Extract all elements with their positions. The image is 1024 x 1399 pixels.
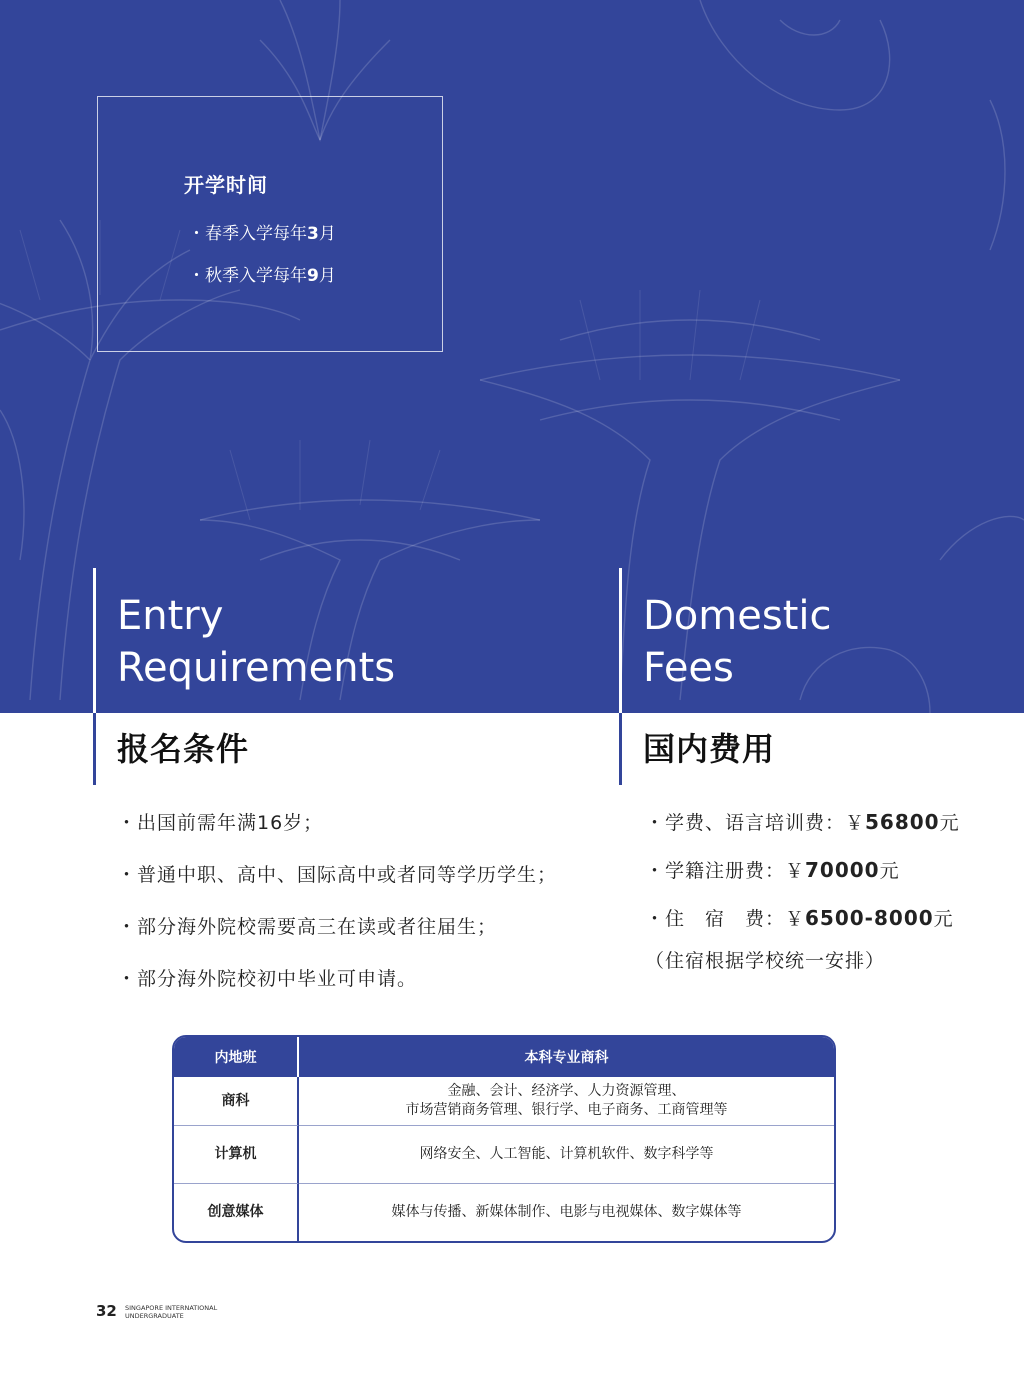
majors-line: 网络安全、人工智能、计算机软件、数字科学等 (419, 1146, 714, 1162)
fees-divider-top (619, 568, 622, 713)
fees-heading-cn: 国内费用 (643, 730, 776, 768)
autumn-intake-prefix: ・秋季入学每年 (188, 266, 307, 286)
fee-tuition-label: ・学费、语言培训费：￥ (645, 812, 866, 834)
spring-intake-month: 3 (307, 224, 319, 244)
majors-table (172, 1035, 836, 1243)
table-row (174, 1183, 834, 1241)
table-row (174, 1077, 834, 1125)
autumn-intake (188, 261, 336, 286)
table-cell-category: 创意媒体 (174, 1183, 299, 1241)
table-header-majors: 本科专业商科 (299, 1037, 834, 1077)
entry-item: ・部分海外院校需要高三在读或者往届生； (117, 916, 498, 938)
intake-box (97, 96, 443, 352)
table-cell-category: 计算机 (174, 1125, 299, 1183)
fee-tuition (645, 808, 960, 835)
fee-registration (645, 856, 900, 883)
fee-accommodation-amount: 6500-8000 (805, 906, 934, 930)
fee-currency-unit: 元 (933, 908, 954, 930)
fees-divider-bottom (619, 713, 622, 785)
fee-registration-label: ・学籍注册费：￥ (645, 860, 806, 882)
page-number: 32 (96, 1302, 117, 1320)
fee-currency-unit: 元 (939, 812, 960, 834)
table-row (174, 1125, 834, 1183)
spring-intake (188, 219, 336, 244)
footer-line2: UNDERGRADUATE (125, 1312, 184, 1320)
autumn-intake-month: 9 (307, 266, 319, 286)
table-cell-majors (299, 1125, 834, 1183)
majors-line: 媒体与传播、新媒体制作、电影与电视媒体、数字媒体等 (391, 1204, 742, 1220)
majors-line: 市场营销商务管理、银行学、电子商务、工商管理等 (405, 1102, 728, 1118)
table-cell-majors (299, 1077, 834, 1125)
table-header-row (174, 1037, 834, 1077)
fee-accommodation-label: ・住 宿 费：￥ (645, 908, 806, 930)
table-header-category: 内地班 (174, 1037, 299, 1077)
entry-item: ・普通中职、高中、国际高中或者同等学历学生； (117, 864, 558, 886)
fee-accommodation-note: （住宿根据学校统一安排） (645, 950, 886, 972)
entry-heading-en-line1: Entry (117, 593, 224, 639)
intake-title: 开学时间 (184, 173, 268, 197)
entry-item: ・出国前需年满16岁； (117, 812, 324, 834)
autumn-intake-suffix: 月 (318, 266, 336, 286)
fee-currency-unit: 元 (879, 860, 900, 882)
fees-heading-en-line2: Fees (643, 645, 734, 691)
entry-heading-cn: 报名条件 (117, 730, 250, 768)
entry-heading-en (117, 590, 395, 694)
entry-divider-bottom (93, 713, 96, 785)
table-cell-category: 商科 (174, 1077, 299, 1125)
spring-intake-suffix: 月 (318, 224, 336, 244)
fee-registration-amount: 70000 (805, 858, 880, 882)
entry-divider-top (93, 568, 96, 713)
footer-publication (125, 1304, 217, 1320)
majors-line: 金融、会计、经济学、人力资源管理、 (447, 1083, 686, 1099)
fee-accommodation (645, 904, 954, 931)
footer-line1: SINGAPORE INTERNATIONAL (125, 1304, 218, 1312)
entry-heading-en-line2: Requirements (117, 645, 396, 691)
fee-tuition-amount: 56800 (865, 810, 940, 834)
table-cell-majors (299, 1183, 834, 1241)
fees-heading-en (643, 590, 831, 694)
entry-item: ・部分海外院校初中毕业可申请。 (117, 968, 418, 990)
fees-heading-en-line1: Domestic (643, 593, 832, 639)
spring-intake-prefix: ・春季入学每年 (188, 224, 307, 244)
